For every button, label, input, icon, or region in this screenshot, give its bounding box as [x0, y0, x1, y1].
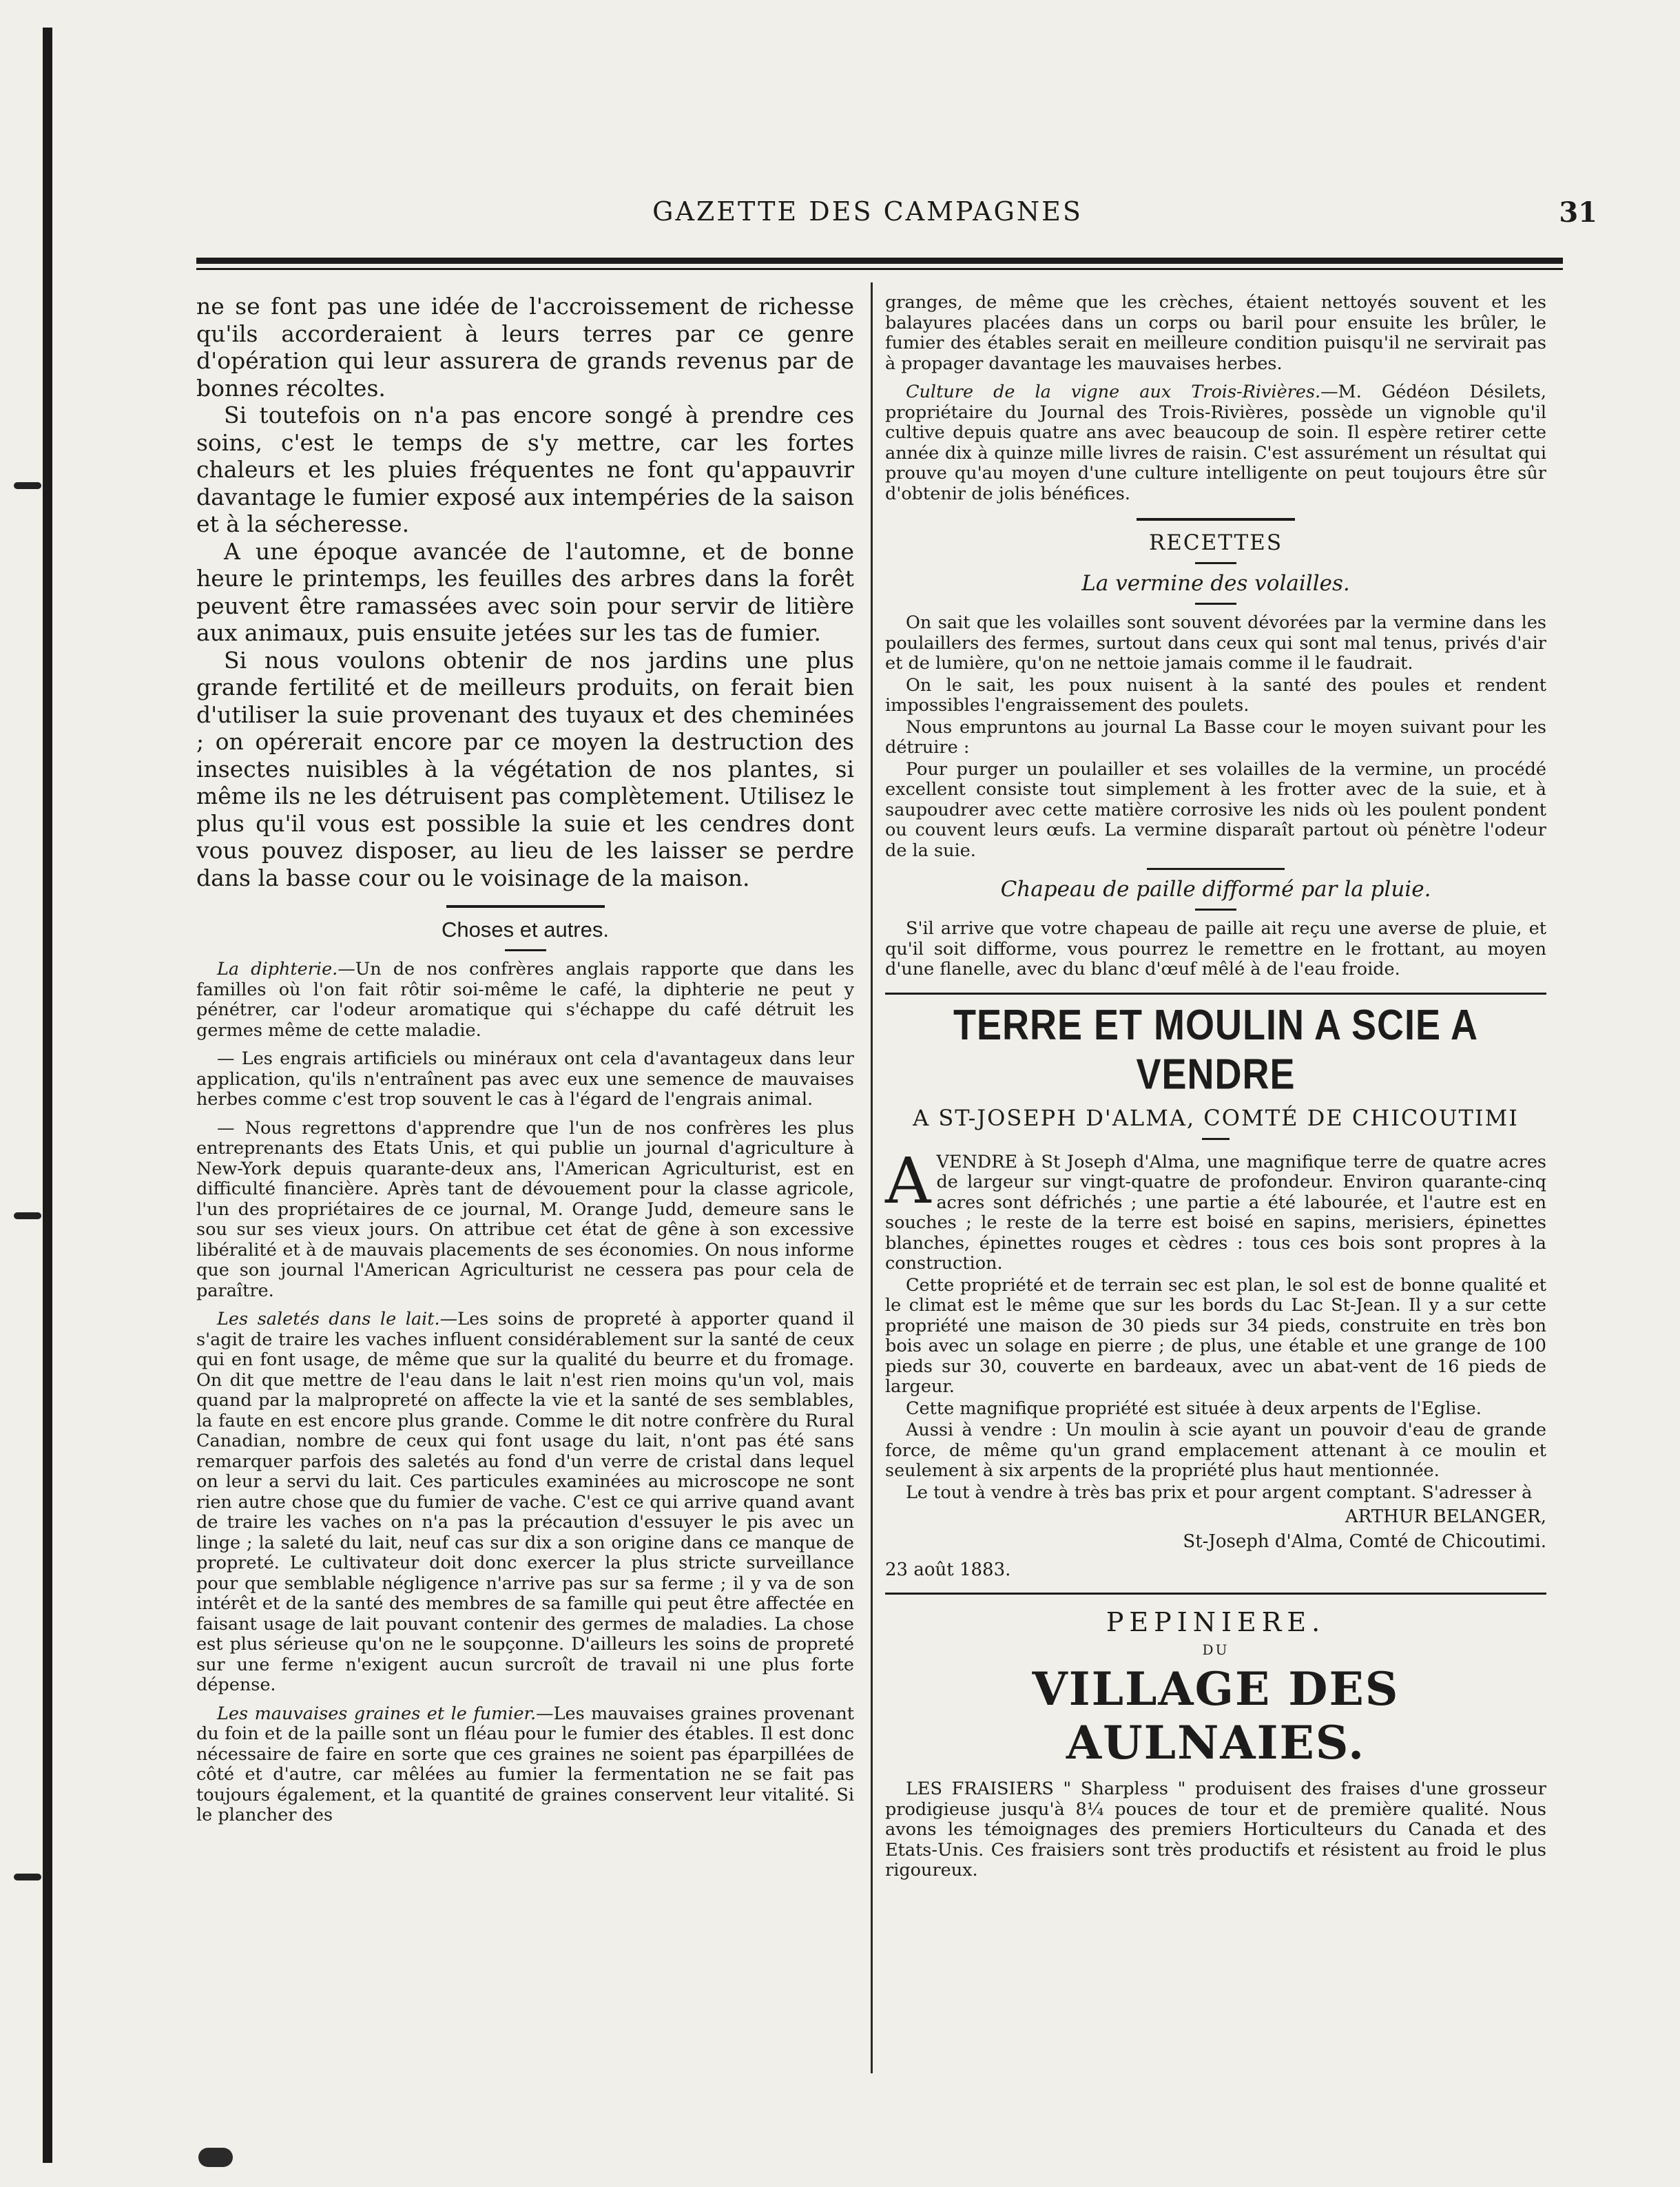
item-text: — Nous regrettons d'apprendre que l'un de nos confrères les plus entreprenants des Etats Unis, et qui publie un journal d'agriculture à New-York depuis quarante-deux ans, l'American Agriculturist, est en difficulté financière. Après tant de dévouement pour la classe agricole, l'un des propriétaires de ce journal, M. Orange Judd, demeure sans le sou sur ses vieux jours. On attribue cet état de gêne à son excessive libéralité et à de mauvais placements de ses économies. On nous informe que son journal l'American Agriculturist ne cessera pas pour cela de paraître. [196, 1117, 854, 1301]
nursery-heading: PEPINIERE. [1106, 1607, 1326, 1637]
paragraph: On sait que les volailles sont souvent dévorées par la vermine dans les poulaillers des fermes, surtout dans ceux qui sont mal tenus, privés d'air et de lumière, qu'on ne nettoie jamais comme il le faudrait. [885, 612, 1546, 674]
paragraph: ne se font pas une idée de l'accroissement de richesse qu'ils accorderaient à leurs terres par ce genre d'opération qui leur assurera de grands revenus par de bonnes récoltes. [196, 293, 854, 402]
library-stamp-mark [198, 2148, 233, 2167]
short-rule [1147, 868, 1285, 870]
paragraph: Cette propriété et de terrain sec est plan, le sol est de bonne qualité et le climat est le même que sur les bords du Lac St-Jean. Il y a sur cette propriété une maison de 30 pieds sur 34 pieds, construite en très bon bois avec un solage en pierre ; de plus, une étable et une grange de 100 pieds sur 30, couverte en bardeaux, avec un abat-vent de 16 pieds de largeur. [885, 1274, 1546, 1397]
item-rubric: La diphterie. [217, 959, 338, 980]
news-items [196, 960, 854, 1826]
paragraph: Pour purger un poulailler et ses volailles de la vermine, un procédé excellent consiste tout simplement à les frotter avec de la suie, et à saupoudrer avec cette matière corrosive les nids où les poulent pondent ou couvent leurs œufs. La vermine disparaît partout où pénètre l'odeur de la suie. [885, 758, 1546, 861]
margin-mark [14, 1874, 41, 1880]
paragraph: AVENDRE à St Joseph d'Alma, une magnifique terre de quatre acres de largeur sur vingt-quatre de profondeur. Environ quarante-cinq acres sont défrichés ; une partie a été labourée, et l'autre est en souches ; le reste de la terre est boisé en sapins, merisiers, épinettes blanches, épinettes rouges et cèdres : tous ces bois sont propres à la construction. [885, 1143, 1546, 1274]
item-text: — Les engrais artificiels ou minéraux ont cela d'avantageux dans leur application, qu'ils n'entraînent pas avec eux une semence de mauvaises herbes comme c'est trop souvent le cas à l'égard de l'engrais animal. [196, 1048, 854, 1110]
recipe-title: La vermine des volailles. [1081, 571, 1350, 596]
nursery-du: DU [1202, 1641, 1230, 1658]
article-continuation [196, 293, 854, 891]
newspaper-title: GAZETTE DES CAMPAGNES [652, 196, 1083, 227]
recipe-title: Chapeau de paille difformé par la pluie. [1000, 877, 1431, 902]
advert-subtitle: A ST-JOSEPH D'ALMA, COMTÉ DE CHICOUTIMI [913, 1104, 1519, 1131]
short-rule [1195, 603, 1236, 605]
nursery-name: VILLAGE DES AULNAIES. [1032, 1662, 1400, 1770]
signature-name: ARTHUR BELANGER, [1345, 1506, 1546, 1527]
paragraph: S'il arrive que votre chapeau de paille ait reçu une averse de pluie, et qu'il soit difforme, vous pourrez le remettre en le frottant, au moyen d'une flanelle, avec du blanc d'œuf mêlé à de l'eau froide. [885, 918, 1546, 980]
advert-body [885, 1143, 1546, 1504]
section-title: Choses et autres. [442, 918, 609, 942]
nursery-body [885, 1779, 1546, 1881]
paragraph: LES FRAISIERS " Sharpless " produisent des fraises d'une grosseur prodigieuse jusqu'à 8¼ pouces de tour et de première qualité. Nous avons les témoignages des premiers Horticulteurs du Canada et des Etats-Unis. Ces fraisiers sont très productifs et résistent au froid le plus rigoureux. [885, 1779, 1546, 1880]
item-rubric: Les mauvaises graines et le fumier. [217, 1703, 537, 1724]
item-text: —Un de nos confrères anglais rapporte que dans les familles où l'on fait rôtir soi-même le café, la diphterie ne peut y pénétrer, car l'odeur aromatique qui s'échappe du café détruit les germes même de cette maladie. [196, 959, 854, 1041]
section-separator [446, 905, 605, 908]
header-rule-thin [196, 268, 1563, 270]
news-item [196, 960, 854, 1041]
recettes-title: RECETTES [1148, 530, 1283, 555]
paragraph: On le sait, les poux nuisent à la santé des poules et rendent impossibles l'engraissement des poulets. [885, 674, 1546, 716]
short-rule [1202, 1138, 1230, 1140]
short-rule [1195, 909, 1236, 911]
item-text: —Les mauvaises graines provenant du foin et de la paille sont un fléau pour le fumier des étables. Il est donc nécessaire de faire en sorte que ces graines ne soient pas éparpillées de côté et d'autre, car mêlées au fumier la fermentation ne se fait pas toujours également, et la quantité de graines conservent leur vitalité. Si le plancher des [196, 1703, 854, 1825]
short-rule [1195, 562, 1236, 564]
news-item [196, 1049, 854, 1110]
news-item [196, 1119, 854, 1302]
paragraph: Si nous voulons obtenir de nos jardins une plus grande fertilité et de meilleurs produits, on ferait bien d'utiliser la suie provenant des tuyaux et des cheminées ; on opérerait encore par ce moyen la destruction des insectes nuisibles à la végétation de nos plantes, si même ils ne les détruisent pas complètement. Utilisez le plus qu'il vous est possible la suie et les cendres dont vous pouvez disposer, au lieu de les laisser se perdre dans la basse cour ou le voisinage de la maison. [196, 646, 854, 891]
right-column [885, 293, 1546, 1881]
advert-rule [885, 993, 1546, 995]
nursery-advertisement [885, 1607, 1546, 1881]
advert-date: 23 août 1883. [885, 1559, 1011, 1580]
paragraph: Aussi à vendre : Un moulin à scie ayant un pouvoir d'eau de grande force, de même qu'un grand emplacement attenant à ce moulin et seulement à six arpents de la propriété plus haut mentionnée. [885, 1420, 1546, 1481]
news-item [196, 1309, 854, 1696]
paragraph: Le tout à vendre à très bas prix et pour argent comptant. S'adresser à [906, 1482, 1533, 1503]
header-rule [196, 258, 1563, 264]
paragraph: Nous empruntons au journal La Basse cour le moyen suivant pour les détruire : [885, 716, 1546, 758]
running-header [138, 196, 1597, 238]
signature-place: St-Joseph d'Alma, Comté de Chicoutimi. [1183, 1531, 1546, 1552]
item-text: —Les soins de propreté à apporter quand il s'agit de traire les vaches influent considérablement sur la santé de ceux qui en font usage, de même que sur la qualité du beurre et du fromage. On dit que mettre de l'eau dans le lait n'est rien moins qu'un vol, mais quand par la malpropreté on affecte la vie et la santé de ses semblables, la faute en est encore plus grande. Comme le dit notre confrère du Rural Canadian, nombre de ceux qui font usage du lait, n'ont pas été sans remarquer parfois des saletés au fond d'un verre de cristal dans lequel on leur a servi du lait. Ces particules examinées au microscope ne sont rien autre chose que du fumier de vache. C'est ce qui arrive quand avant de traire les vaches on n'a pas la précaution d'essuyer le pis avec un linge ; la saleté du lait, neuf cas sur dix a son origine dans ce manque de propreté. Le cultivateur doit donc exercer la plus stricte surveillance pour que semblable négligence n'arrive pas sur sa ferme ; il y va de son intérêt et de la santé des membres de sa famille qui peut être affectée en faisant usage de lait pouvant contenir des germes de maladies. La chose est plus sérieuse qu'on ne le soupçonne. D'ailleurs les soins de propreté sur une ferme n'exigent aucun surcroît de travail ni une plus forte dépense. [196, 1309, 854, 1695]
binding-edge [43, 28, 52, 2163]
advert-rule [885, 1593, 1546, 1595]
paragraph: Cette magnifique propriété est située à deux arpents de l'Eglise. [906, 1398, 1482, 1419]
recipe-body [885, 919, 1546, 980]
paragraph: granges, de même que les crèches, étaient nettoyés souvent et les balayures placées dans un corps ou baril pour ensuite les brûler, le fumier des étables serait en meilleure condition puisqu'il ne servirait pas à propager davantage les mauvaises herbes. [885, 292, 1546, 374]
paragraph: A une époque avancée de l'automne, et de bonne heure le printemps, les feuilles des arbres dans la forêt peuvent être ramassées avec soin pour servir de litière aux animaux, puis ensuite jetées sur les tas de fumier. [196, 537, 854, 646]
short-rule [505, 949, 546, 951]
left-column [196, 293, 854, 1826]
margin-mark [14, 482, 41, 489]
margin-mark [14, 1212, 41, 1219]
paragraph: Si toutefois on n'a pas encore songé à prendre ces soins, c'est le temps de s'y mettre, car les fortes chaleurs et les pluies fréquentes ne font qu'appauvrir davantage le fumier exposé aux intempéries de la saison et à la sécheresse. [196, 402, 854, 537]
news-item [196, 1704, 854, 1826]
right-top [885, 293, 1546, 504]
page-number: 31 [1559, 196, 1597, 229]
drop-cap: A [885, 1143, 931, 1218]
advertisement [885, 1001, 1546, 1581]
section-separator [1137, 518, 1295, 521]
item-text: —M. Gédéon Désilets, propriétaire du Journal des Trois-Rivières, possède un vignoble qu'il cultive depuis quatre ans avec beaucoup de soin. Il espère retirer cette année dix à quinze mille livres de raisin. C'est assurément un résultat qui prouve qu'au moyen d'une culture intelligente on peut toujours être sûr d'obtenir de jolis bénéfices. [885, 382, 1547, 504]
advert-title: TERRE ET MOULIN A SCIE A VENDRE [953, 1001, 1479, 1098]
column-divider [871, 282, 873, 2073]
news-item [885, 382, 1546, 504]
item-rubric: Les saletés dans le lait. [217, 1309, 440, 1329]
item-rubric: Culture de la vigne aux Trois-Rivières. [906, 382, 1321, 402]
recipe-body [885, 613, 1546, 861]
